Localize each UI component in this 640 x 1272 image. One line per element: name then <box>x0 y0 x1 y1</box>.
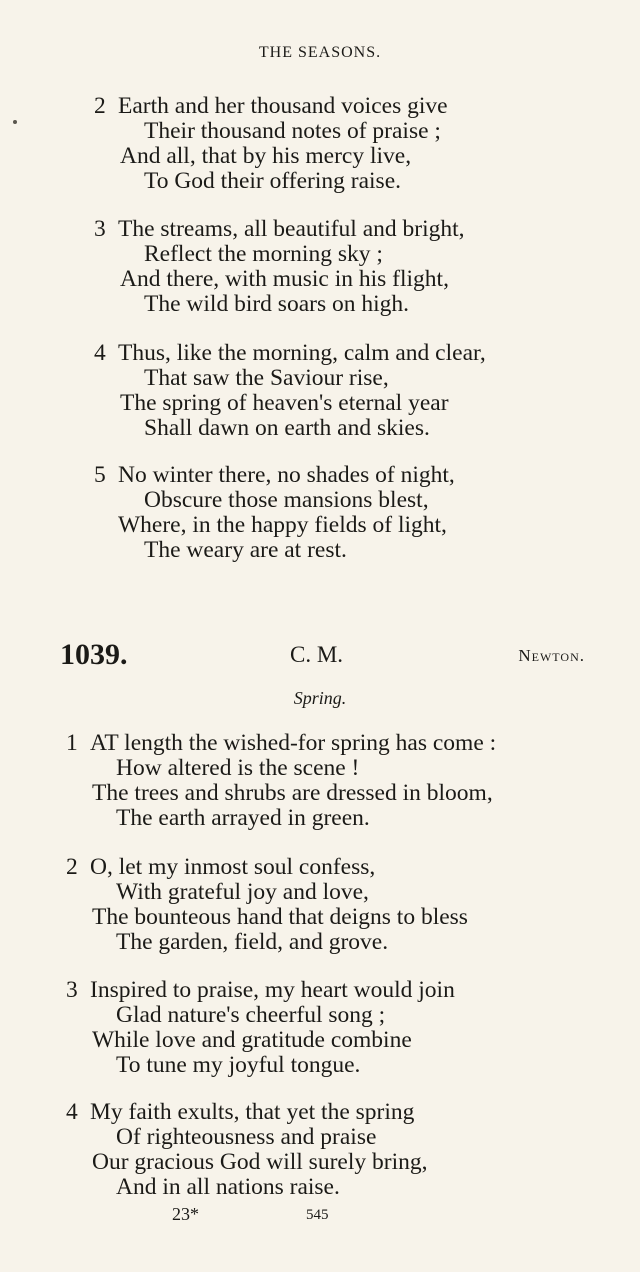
stanza-line: And all, that by his mercy live, <box>120 143 412 169</box>
stanza-number: 5 <box>94 462 106 488</box>
stanza-line: How altered is the scene ! <box>116 755 360 781</box>
signature-mark: 23* <box>172 1204 199 1224</box>
stanza-line: Obscure those mansions blest, <box>144 487 429 513</box>
stanza-line: With grateful joy and love, <box>116 879 369 905</box>
hymn-subtitle: Spring. <box>293 688 347 708</box>
stanza-line: 5 No winter there, no shades of night, <box>94 462 455 488</box>
stanza-line: The wild bird soars on high. <box>144 291 409 317</box>
hymn-stanza-1 <box>66 731 496 831</box>
stanza-line: Of righteousness and praise <box>116 1124 377 1150</box>
stanza-prev-3 <box>94 217 465 317</box>
stanza-line: 4 Thus, like the morning, calm and clear, <box>94 340 486 366</box>
hymn-stanza-4 <box>66 1100 427 1200</box>
stanza-number: 2 <box>94 93 106 119</box>
stanza-line: 3 Inspired to praise, my heart would join <box>66 977 455 1003</box>
stanza-line: 4 My faith exults, that yet the spring <box>66 1099 415 1125</box>
stanza-line: Glad nature's cheerful song ; <box>116 1002 386 1028</box>
stanza-line: The garden, field, and grove. <box>116 929 389 955</box>
stanza-line: Shall dawn on earth and skies. <box>144 415 430 441</box>
stanza-prev-4 <box>94 341 486 441</box>
stanza-line: 2 Earth and her thousand voices give <box>94 93 448 119</box>
stanza-number: 4 <box>66 1099 78 1125</box>
stanza-line: To God their offering raise. <box>144 168 401 194</box>
stanza-line: Where, in the happy fields of light, <box>118 512 447 538</box>
stanza-number: 4 <box>94 340 106 366</box>
stanza-number: 3 <box>94 216 106 242</box>
running-head: THE SEASONS. <box>258 44 382 61</box>
tune-name: Newton. <box>518 646 585 665</box>
hymn-stanza-3 <box>66 978 455 1078</box>
stanza-line: The earth arrayed in green. <box>116 805 370 831</box>
stanza-line: The spring of heaven's eternal year <box>120 390 449 416</box>
stanza-line: Their thousand notes of praise ; <box>144 118 441 144</box>
stanza-line: That saw the Saviour rise, <box>144 365 389 391</box>
stanza-line: The weary are at rest. <box>144 537 347 563</box>
stanza-number: 3 <box>66 977 78 1003</box>
stanza-line: 3 The streams, all beautiful and bright, <box>94 216 465 242</box>
stanza-line: Reflect the morning sky ; <box>144 241 383 267</box>
stanza-line: To tune my joyful tongue. <box>116 1052 361 1078</box>
hymn-stanza-2 <box>66 855 468 955</box>
stanza-line: 2 O, let my inmost soul confess, <box>66 854 376 880</box>
page-number: 545 <box>306 1207 329 1223</box>
stanza-line: 1 AT length the wished-for spring has come : <box>66 730 497 756</box>
hymn-meter: C. M. <box>290 642 344 667</box>
hymn-number: 1039. <box>60 638 128 671</box>
hymn-heading <box>60 638 585 672</box>
stanza-line: And there, with music in his flight, <box>120 266 449 292</box>
stanza-line: Our gracious God will surely bring, <box>92 1149 428 1175</box>
ink-speck <box>13 120 17 124</box>
stanza-line: And in all nations raise. <box>116 1174 340 1200</box>
stanza-line: While love and gratitude combine <box>92 1027 412 1053</box>
stanza-line: The trees and shrubs are dressed in bloom, <box>92 780 493 806</box>
stanza-number: 2 <box>66 854 78 880</box>
stanza-prev-2 <box>94 94 448 194</box>
stanza-prev-5 <box>94 463 455 563</box>
stanza-line: The bounteous hand that deigns to bless <box>92 904 468 930</box>
stanza-number: 1 <box>66 730 78 756</box>
